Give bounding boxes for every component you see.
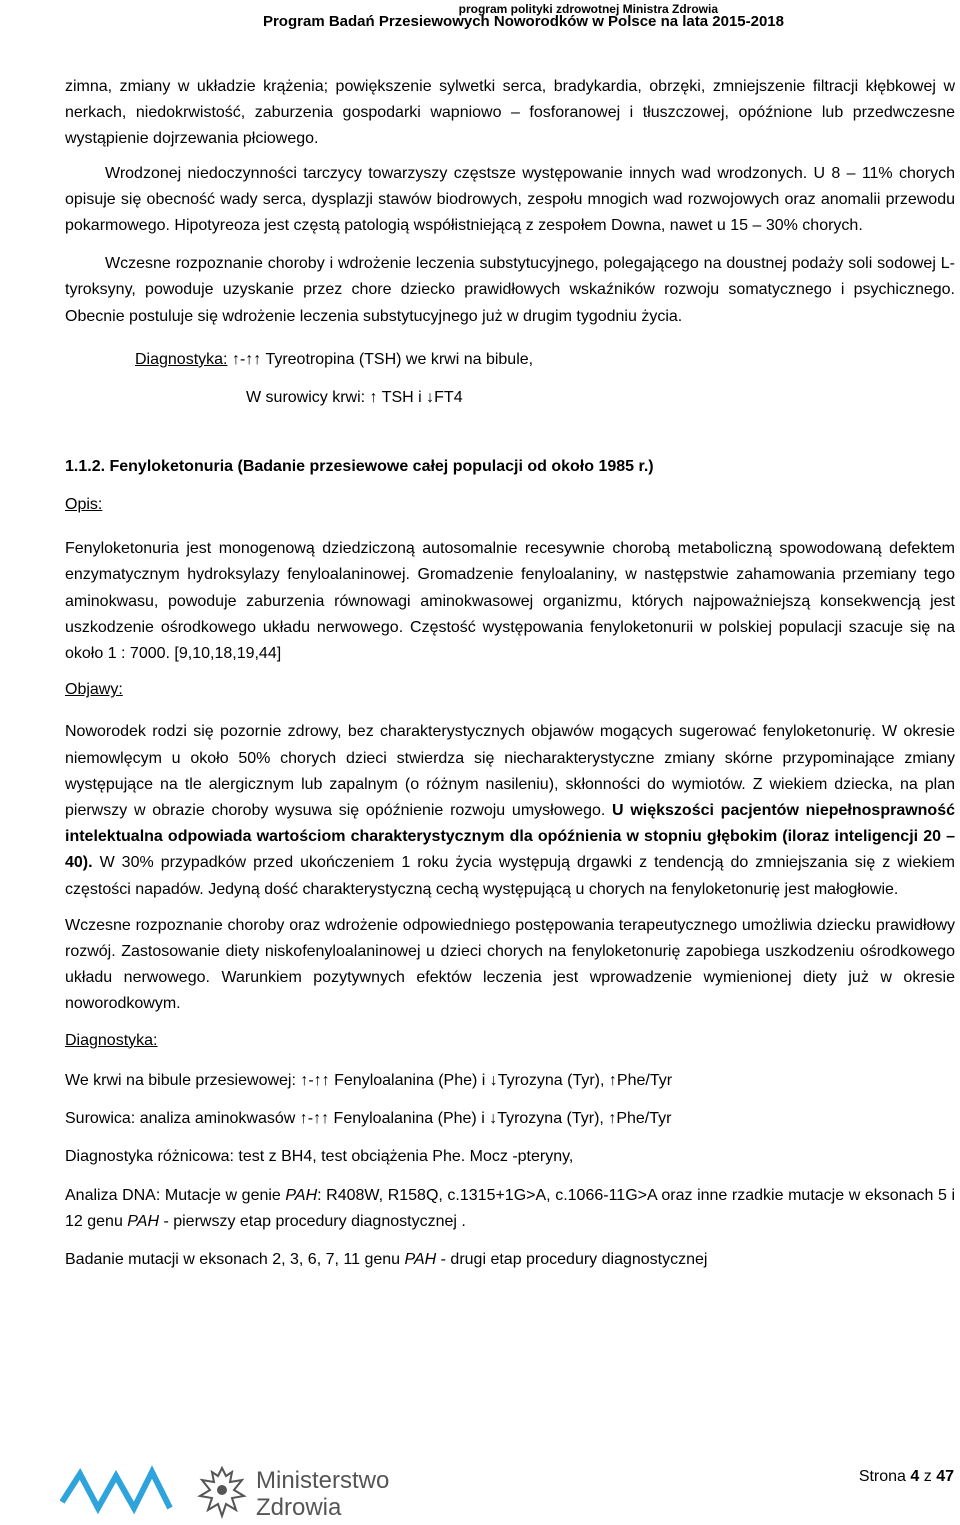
diagnostics-block-1: [135, 340, 955, 416]
symptoms-text-c: W 30% przypadków przed ukończeniem 1 roku życia występują drgawki z tendencją do zmniejszania się z wiekiem częstości napadów. Jedyną dość charakterystyczną cechą występującą u chorych na fenyloketonurię jest małogłowie.: [65, 854, 955, 898]
diag-mutation-line: [65, 1247, 955, 1273]
section-title-pku: 1.1.2. Fenyloketonuria (Badanie przesiewowe całej populacji od około 1985 r.): [65, 457, 654, 475]
page-sep: z: [919, 1468, 937, 1485]
ministry-logo: [60, 1462, 430, 1520]
mutation-text-a: Badanie mutacji w eksonach 2, 3, 6, 7, 11 genu: [65, 1250, 405, 1268]
diag-dna-line: [65, 1183, 955, 1235]
opis-label: Opis:: [65, 496, 103, 514]
page-label: Strona: [858, 1468, 911, 1485]
paragraph-early-diagnosis: Wczesne rozpoznanie choroby i wdrożenie leczenia substytucyjnego, polegającego na doustnej podaży soli sodowej L-tyroksyny, powoduje uzyskanie przez chore dziecko prawidłowych wskaźników rozwoju somatycznego i psychicznego. Obecnie postuluje się wdrożenie leczenia substytucyjnego już w drugim tygodniu życia.: [65, 255, 955, 325]
ministry-logo-graphic: [60, 1462, 430, 1520]
diagnostics-label-2: Diagnostyka:: [65, 1031, 158, 1049]
diag-blood-line: We krwi na bibule przesiewowej: ↑-↑↑ Fenyloalanina (Phe) i ↓Tyrozyna (Tyr), ↑Phe/Tyr: [65, 1071, 673, 1089]
header-program-title: Program Badań Przesiewowych Noworodków w Polsce na lata 2015-2018: [262, 13, 784, 30]
paragraph-symptoms-continued: zimna, zmiany w układzie krążenia; powiększenie sylwetki serca, bradykardia, obrzęki, zmniejszenie filtracji kłębkowej w nerkach, niedokrwistość, zaburzenia gospodarki wapniowo – fosforanowej i tłuszczowej, opóźnione lub przedwczesne wystąpienie dojrzewania płciowego.: [65, 78, 955, 148]
paragraph-pku-description: Fenyloketonuria jest monogenową dziedziczoną autosomalnie recesywnie chorobą metaboliczną spowodowaną defektem enzymatycznym hydroksylazy fenyloalaninowej. Gromadzenie fenyloalaniny, w następstwie zahamowania przemiany tego aminokwasu, powoduje zaburzenia równowagi aminokwasowej organizmu, których najpoważniejszą konsekwencją jest uszkodzenie ośrodkowego układu nerwowego. Częstość występowania fenyloketonurii w polskiej populacji szacuje się na około 1 : 7000. [9,10,18,19,44]: [65, 540, 955, 663]
page-current: 4: [910, 1468, 920, 1485]
document-body: [65, 74, 955, 1273]
gene-name: PAH: [404, 1250, 437, 1268]
page-total: 47: [936, 1468, 954, 1485]
symptoms-text-a: Noworodek rodzi się pozornie zdrowy, bez charakterystycznych objawów mogących sugerować fenyloketonurię. W okresie niemowlęcym u około 50% chorych dzieci stwierdza się niecharakterystyczne zmiany skórne przypominające zmiany występujące na tle alergicznym lub zapalnym (o różnym nasileniu), skłonności do wymiotów. Z wiekiem dziecka, na plan pierwszy w obrazie choroby wysuwa się opóźnienie rozwoju umysłowego.: [65, 723, 955, 820]
gene-name: PAH: [127, 1212, 159, 1230]
header-program-policy: program polityki zdrowotnej Ministra Zdrowia: [458, 2, 718, 16]
gene-name: PAH: [285, 1186, 318, 1204]
eagle-emblem-icon: [200, 1468, 244, 1516]
paragraph-congenital-defects: Wrodzonej niedoczynności tarczycy towarzyszy częstsze występowanie innych wad wrodzonych. U 8 – 11% chorych opisuje się obecność wady serca, dysplazji stawów biodrowych, zespołu mnogich wad rozwojowych oraz anomalii przewodu pokarmowego. Hipotyreoza jest częstą patologią współistniejącą z zespołem Downa, nawet u 15 – 30% chorych.: [65, 164, 955, 235]
diagnostics-tsh-line: ↑-↑↑ Tyreotropina (TSH) we krwi na bibule,: [231, 350, 534, 368]
page-number: [859, 1468, 954, 1486]
mutation-text-b: - drugi etap procedury diagnostycznej: [436, 1250, 708, 1268]
symptoms-text-bold: U większości pacjentów niepełnosprawność intelektualna odpowiada wartościom charakterystycznym dla opóźnienia w stopniu głębokim (iloraz inteligencji 20 – 40).: [65, 802, 956, 872]
dna-text-a: Analiza DNA: Mutacje w genie: [65, 1186, 286, 1204]
diagnostics-label: Diagnostyka:: [135, 350, 228, 368]
objawy-label: Objawy:: [65, 681, 123, 699]
paragraph-pku-treatment: Wczesne rozpoznanie choroby oraz wdrożenie odpowiedniego postępowania terapeutycznego umożliwia dziecku prawidłowy rozwój. Zastosowanie diety niskofenyloalaninowej u dzieci chorych na fenyloketonurię zapobiega uszkodzeniu ośrodkowego układu nerwowego. Warunkiem pozytywnych efektów leczenia jest wprowadzenie wymienionej diety już w okresie noworodkowym.: [65, 916, 955, 1013]
dna-text-c: - pierwszy etap procedury diagnostycznej .: [159, 1212, 466, 1230]
diagnostics-serum-line: W surowicy krwi: ↑ TSH i ↓FT4: [246, 388, 463, 406]
logo-text-ministerstwo: Ministerstwo: [256, 1467, 390, 1494]
paragraph-pku-symptoms: [65, 719, 955, 902]
logo-zigzag: [62, 1472, 170, 1508]
logo-text-zdrowia: Zdrowia: [256, 1494, 342, 1520]
diag-serum-line: Surowica: analiza aminokwasów ↑-↑↑ Fenyloalanina (Phe) i ↓Tyrozyna (Tyr), ↑Phe/Tyr: [65, 1110, 672, 1128]
diag-differential-line: Diagnostyka różnicowa: test z BH4, test obciążenia Phe. Mocz -pteryny,: [65, 1148, 574, 1166]
dna-text-b: : R408W, R158Q, c.1315+1G>A, c.1066-11G>A oraz inne rzadkie mutacje w eksonach 5 i 12 genu: [65, 1186, 956, 1230]
